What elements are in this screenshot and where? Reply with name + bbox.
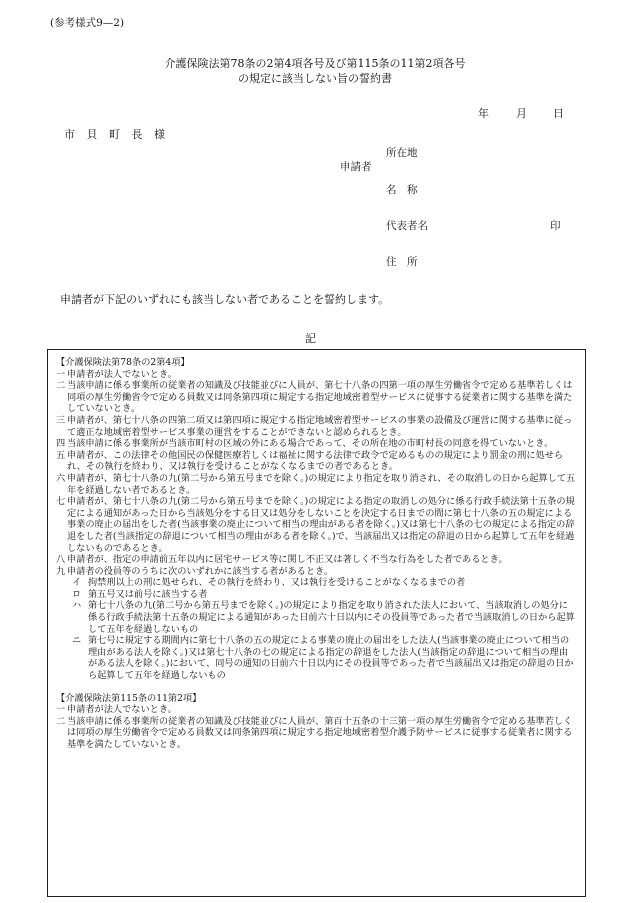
sub-item-text: 第七号に規定する期間内に第七十八条の五の規定による事業の廃止の届出をした法人(当該事業の廃止について相当の理由がある法人を除く。)又は第七十八条の七の規定による指定の辞退をした法人(当該指定の辞退について相当の理由がある法人を除く。)において、同号の通知の日前六十日以内にその役員等であった者で当該届出又は指定の辞退の日から起算して五年を経過しないもの — [88, 635, 574, 682]
date-year: 年 — [478, 107, 489, 120]
item-text: 当該申請に係る事業所の従業者の知識及び技能並びに人員が、第百十五条の十三第一項の厚生労働省令で定める基準若しくは同項の厚生労働省令で定める員数又は同条第四項に規定する指定地域密着型介護予防サービスに従事する従業者に関する基準を満たしていないとき。 — [67, 715, 573, 750]
list-item — [56, 450, 577, 473]
list-item — [56, 473, 577, 496]
document-title-line2: の規定に該当しない旨の誓約書 — [238, 72, 392, 85]
list-item — [56, 716, 577, 751]
list-item — [56, 438, 577, 450]
item-number: 八 — [56, 554, 66, 566]
sub-item — [56, 589, 577, 601]
addressee: 市 貝 町 長 様 — [64, 128, 169, 141]
list-item — [56, 496, 577, 554]
list-item — [56, 566, 577, 578]
item-number: 四 — [56, 438, 66, 450]
item-text: 当該申請に係る事業所が当該市町村の区域の外にある場合であって、その所在地の市町村長の同意を得ていないとき。 — [67, 438, 554, 450]
sub-item — [56, 635, 577, 681]
item-text: 申請者が、第七十八条の四第二項又は第四項に規定する指定地域密着型サービスの事業の設備及び運営に関する基準に従って適正な地域密着型サービス事業の運営をすることができないと認められるとき。 — [67, 414, 573, 438]
declaration-text: 申請者が下記のいずれにも該当しない者であることを誓約します。 — [60, 293, 390, 306]
item-text: 申請者が、第七十八条の九(第二号から第五号までを除く。)の規定による指定の取消しの処分に係る行政手続法第十五条の規定による通知があった日から当該処分をする日又は処分をしないことを決定する日までの間に第七十八条の五の規定による事業の廃止の届出をした者(当該事業の廃止について相当の理由がある者を除く。)又は第七十八条の七の規定による指定の辞退をした者(当該指定の辞退について相当の理由がある者を除く。)で、当該届出又は指定の辞退の日から起算して五年を経過しないものであるとき。 — [67, 496, 575, 554]
applicant-label: 申請者 — [340, 161, 372, 173]
conditions-box — [47, 349, 586, 897]
sub-item-text: 第七十八条の九(第二号から第五号までを除く。)の規定により指定を取り消された法人において、当該取消しの処分に係る行政手続法第十五条の規定による通知があった日前六十日以内にその役員等であった者で当該取消しの日から起算して五年を経過しないもの — [88, 600, 575, 635]
item-number: 九 — [56, 565, 66, 577]
sub-item-marker: ニ — [72, 635, 82, 647]
name-label: 名 称 — [386, 184, 418, 196]
section-heading: 【介護保険法第115条の11第2項】 — [56, 692, 202, 704]
list-item — [56, 380, 577, 415]
location-label: 所在地 — [386, 147, 418, 159]
section-heading: 【介護保険法第78条の2第4項】 — [56, 357, 190, 368]
item-number: 三 — [56, 414, 66, 426]
list-item — [56, 704, 577, 716]
date-month: 月 — [516, 107, 527, 120]
form-reference: (参考様式9—2) — [50, 17, 125, 29]
section-spacer — [56, 682, 577, 693]
representative-label: 代表者名 — [386, 220, 428, 232]
item-number: 一 — [56, 704, 66, 716]
item-text: 申請者が法人でないとき。 — [67, 704, 177, 716]
item-number: 二 — [56, 715, 66, 727]
sub-item-marker: イ — [72, 577, 82, 589]
address-label: 住 所 — [386, 256, 418, 268]
sub-item-marker: ハ — [72, 600, 82, 612]
document-title-line1: 介護保険法第78条の2第4項各号及び第115条の11第2項各号 — [164, 57, 466, 70]
item-number: 一 — [56, 368, 66, 380]
item-number: 二 — [56, 380, 66, 392]
sub-item-marker: ロ — [72, 588, 82, 600]
date-day: 日 — [553, 107, 564, 120]
sub-item — [56, 600, 577, 635]
section-78-2 — [56, 357, 577, 682]
item-text: 申請者が、指定の申請前五年以内に居宅サービス等に関し不正又は著しく不当な行為をした者であるとき。 — [67, 554, 508, 566]
item-text: 当該申請に係る事業所の従業者の知識及び技能並びに人員が、第七十八条の四第一項の厚生労働省令で定める基準若しくは同項の厚生労働省令で定める員数又は同条第四項に規定する指定地域密着型サービスに従事する従業者に関する基準を満たしていないとき。 — [67, 380, 573, 415]
item-text: 申請者が、第七十八条の九(第二号から第五号までを除く。)の規定により指定を取り消され、その取消しの日から起算して五年を経過しない者であるとき。 — [67, 472, 576, 496]
item-number: 六 — [56, 472, 66, 484]
sub-item — [56, 577, 577, 589]
seal-mark: 印 — [550, 220, 561, 232]
item-text: 申請者が法人でないとき。 — [67, 368, 177, 380]
item-text: 申請者が、この法律その他国民の保健医療若しくは福祉に関する法律で政令で定めるものの規定により罰金の刑に処せられ、その執行を終わり、又は執行を受けることがなくなるまでの者であるとき。 — [67, 449, 564, 473]
sub-item-text: 第五号又は前号に該当する者 — [88, 588, 208, 600]
item-text: 申請者の役員等のうちに次のいずれかに該当する者があるとき。 — [67, 565, 334, 577]
sub-item-text: 拘禁刑以上の刑に処せられ、その執行を終わり、又は執行を受けることがなくなるまでの者 — [88, 577, 466, 589]
section-115-11 — [56, 693, 577, 751]
list-item — [56, 415, 577, 438]
ki-marker: 記 — [305, 332, 316, 345]
list-item — [56, 369, 577, 381]
item-number: 七 — [56, 496, 66, 508]
list-item — [56, 554, 577, 566]
item-number: 五 — [56, 449, 66, 461]
